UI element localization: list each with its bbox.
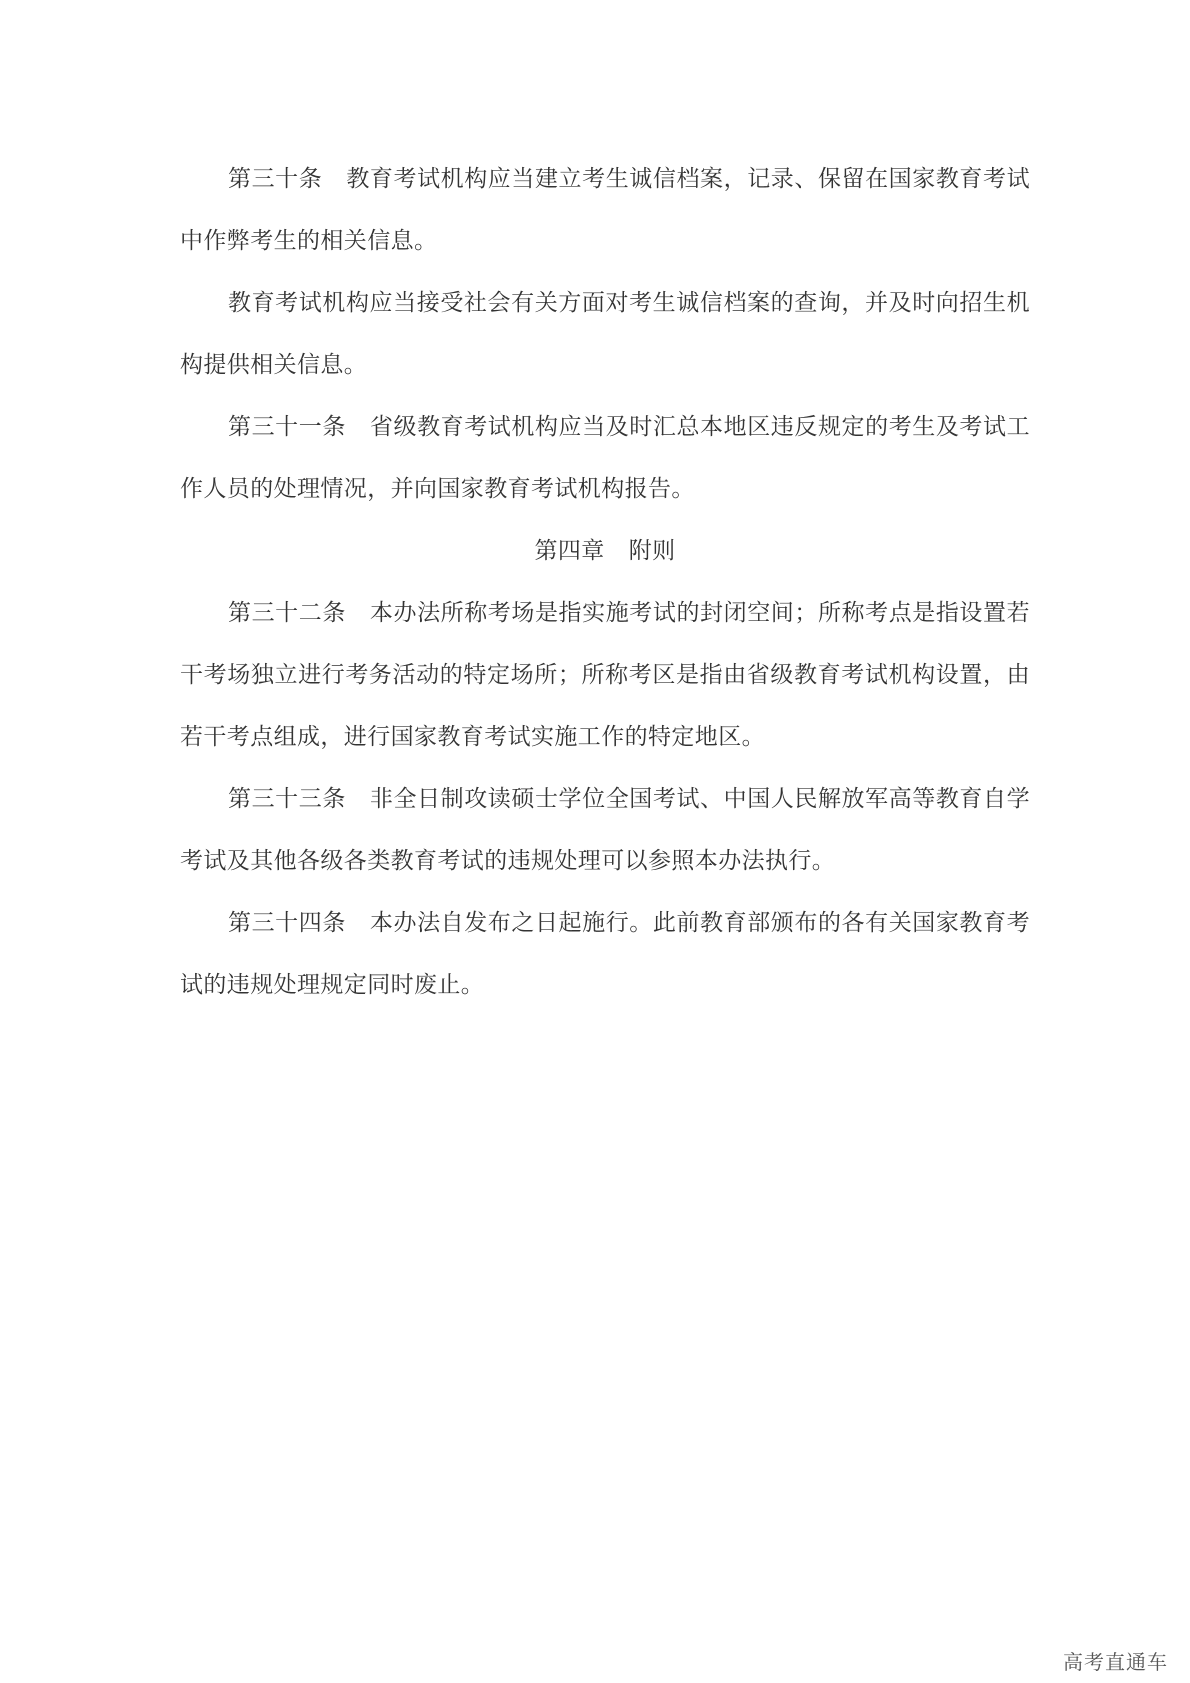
article-number: 第三十一条 [228,414,346,440]
chapter-title: 附则 [628,538,676,564]
article-number: 第三十二条 [228,600,346,626]
chapter-number: 第四章 [534,538,605,564]
article-31 [180,396,1030,520]
article-number: 第三十三条 [228,786,346,812]
article-text: 教育考试机构应当建立考生诚信档案，记录、保留在国家教育考试中作弊考生的相关信息。 [180,166,1030,254]
article-number: 第三十条 [228,166,323,192]
article-text: 非全日制攻读硕士学位全国考试、中国人民解放军高等教育自学考试及其他各级各类教育考试的违规处理可以参照本办法执行。 [180,786,1030,874]
article-30-paragraph-2 [180,272,1030,396]
article-text: 省级教育考试机构应当及时汇总本地区违反规定的考生及考试工作人员的处理情况，并向国家教育考试机构报告。 [180,414,1030,502]
article-text: 教育考试机构应当接受社会有关方面对考生诚信档案的查询，并及时向招生机构提供相关信息。 [180,290,1030,378]
article-text: 本办法自发布之日起施行。此前教育部颁布的各有关国家教育考试的违规处理规定同时废止。 [180,910,1030,998]
article-number: 第三十四条 [228,910,346,936]
article-32 [180,582,1030,768]
chapter-heading [180,520,1030,582]
article-33 [180,768,1030,892]
document-body [180,148,1030,1016]
article-34 [180,892,1030,1016]
watermark: 高考直通车 [1063,1650,1168,1674]
article-30 [180,148,1030,272]
article-text: 本办法所称考场是指实施考试的封闭空间；所称考点是指设置若干考场独立进行考务活动的特定场所；所称考区是指由省级教育考试机构设置，由若干考点组成，进行国家教育考试实施工作的特定地区。 [180,600,1030,750]
